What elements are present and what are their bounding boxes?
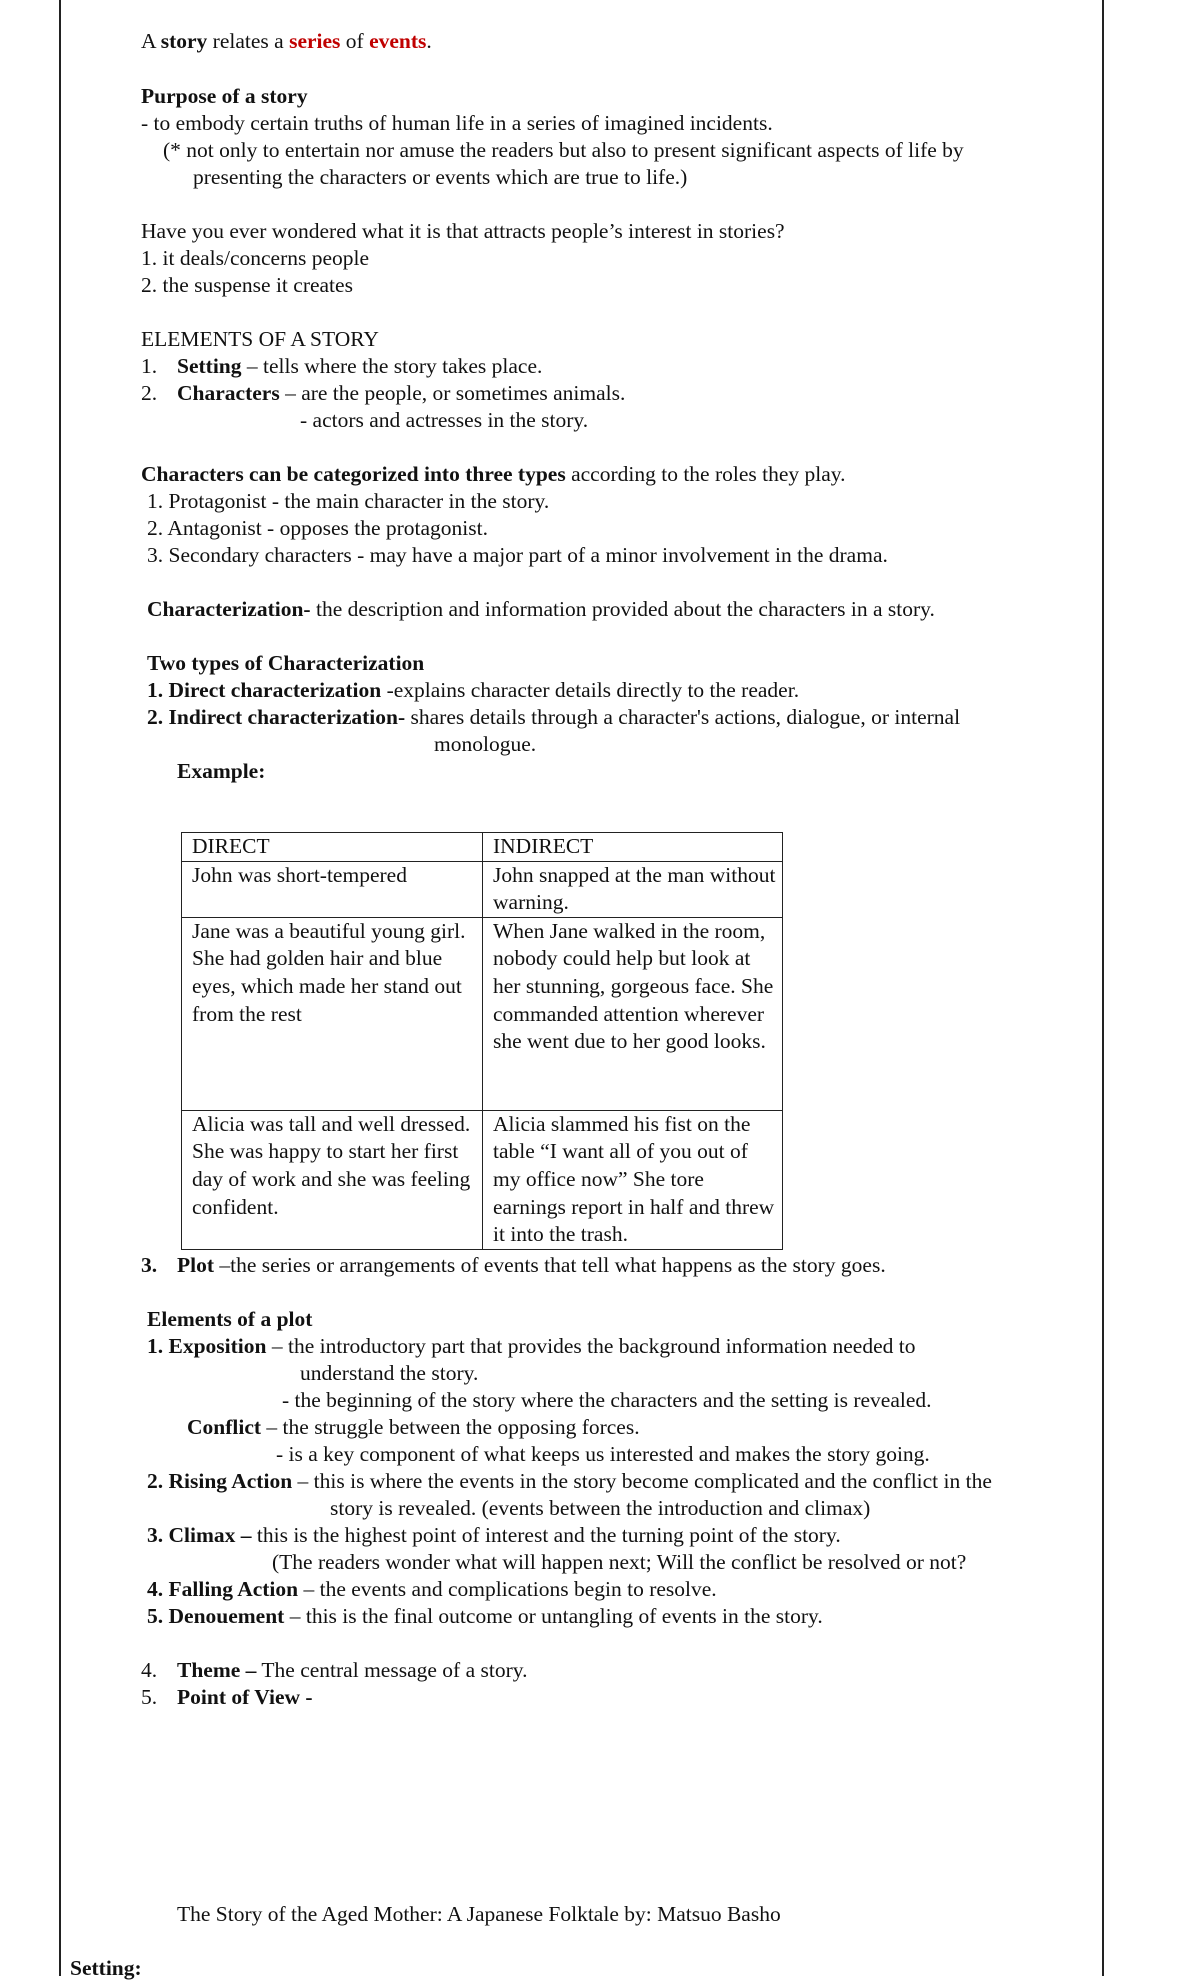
direct-characterization: 1. Direct characterization -explains character details directly to the reader. xyxy=(147,678,800,702)
story-title: The Story of the Aged Mother: A Japanese Folktale by: Matsuo Basho xyxy=(177,1902,781,1926)
purpose-line: - to embody certain truths of human life in a series of imagined incidents. xyxy=(141,111,773,135)
point-of-view: Point of View - xyxy=(177,1685,313,1709)
rising-action: 2. Rising Action – this is where the events in the story become complicated and the conflict in the xyxy=(147,1469,992,1493)
table-cell-indirect: When Jane walked in the room, nobody could help but look at her stunning, gorgeous face. She commanded attention wherever she went due to her good looks. xyxy=(483,917,783,1110)
element-setting: Setting – tells where the story takes place. xyxy=(177,354,543,378)
indirect-characterization-cont: monologue. xyxy=(434,732,537,756)
climax: 3. Climax – this is the highest point of interest and the turning point of the story. xyxy=(147,1523,841,1547)
rising-action-cont: story is revealed. (events between the introduction and climax) xyxy=(330,1496,871,1520)
character-types-lead: Characters can be categorized into three types according to the roles they play. xyxy=(141,462,846,486)
character-type-item: 3. Secondary characters - may have a major part of a minor involvement in the drama. xyxy=(147,543,888,567)
setting-label: Setting: xyxy=(70,1956,142,1980)
interest-question: Have you ever wondered what it is that attracts people’s interest in stories? xyxy=(141,219,785,243)
interest-item: 1. it deals/concerns people xyxy=(141,246,370,270)
pov-num: 5. xyxy=(141,1685,158,1709)
table-row xyxy=(182,861,783,917)
example-table xyxy=(181,832,783,1250)
character-type-item: 1. Protagonist - the main character in the story. xyxy=(147,489,550,513)
denouement: 5. Denouement – this is the final outcome or untangling of events in the story. xyxy=(147,1604,823,1628)
theme-num: 4. xyxy=(141,1658,158,1682)
table-cell-direct: Alicia was tall and well dressed. She was happy to start her first day of work and she was feeling confident. xyxy=(182,1110,483,1249)
conflict-cont: - is a key component of what keeps us interested and makes the story going. xyxy=(276,1442,930,1466)
falling-action: 4. Falling Action – the events and complications begin to resolve. xyxy=(147,1577,717,1601)
table-cell-direct: John was short-tempered xyxy=(182,861,483,917)
plot-num: 3. xyxy=(141,1253,158,1277)
table-header-indirect: INDIRECT xyxy=(483,833,783,862)
exposition-cont: - the beginning of the story where the characters and the setting is revealed. xyxy=(282,1388,932,1412)
page-border-right xyxy=(1102,0,1104,1976)
element-setting-num: 1. xyxy=(141,354,158,378)
table-cell-indirect: John snapped at the man without warning. xyxy=(483,861,783,917)
purpose-note: (* not only to entertain nor amuse the readers but also to present significant aspects of life by xyxy=(163,138,964,162)
table-row xyxy=(182,917,783,1110)
two-types-heading: Two types of Characterization xyxy=(147,651,425,675)
conflict: Conflict – the struggle between the opposing forces. xyxy=(187,1415,640,1439)
characterization-definition: Characterization- the description and information provided about the characters in a story. xyxy=(147,597,935,621)
element-characters: Characters – are the people, or sometimes animals. xyxy=(177,381,626,405)
element-characters-cont: - actors and actresses in the story. xyxy=(300,408,589,432)
purpose-note-cont: presenting the characters or events which are true to life.) xyxy=(193,165,688,189)
interest-item: 2. the suspense it creates xyxy=(141,273,353,297)
table-row xyxy=(182,1110,783,1249)
page-border-left xyxy=(59,0,61,1976)
example-label: Example: xyxy=(177,759,266,783)
theme: Theme – The central message of a story. xyxy=(177,1658,528,1682)
indirect-characterization: 2. Indirect characterization- shares details through a character's actions, dialogue, or internal xyxy=(147,705,961,729)
table-cell-indirect: Alicia slammed his fist on the table “I want all of you out of my office now” She tore earnings report in half and threw it into the trash. xyxy=(483,1110,783,1249)
table-header-direct: DIRECT xyxy=(182,833,483,862)
character-type-item: 2. Antagonist - opposes the protagonist. xyxy=(147,516,488,540)
plot-elements-heading: Elements of a plot xyxy=(147,1307,313,1331)
table-header-row xyxy=(182,833,783,862)
plot-definition: Plot –the series or arrangements of events that tell what happens as the story goes. xyxy=(177,1253,886,1277)
element-characters-num: 2. xyxy=(141,381,158,405)
purpose-heading: Purpose of a story xyxy=(141,84,308,108)
exposition-cont: understand the story. xyxy=(300,1361,479,1385)
climax-cont: (The readers wonder what will happen next; Will the conflict be resolved or not? xyxy=(272,1550,967,1574)
table-cell-direct: Jane was a beautiful young girl. She had golden hair and blue eyes, which made her stand out from the rest xyxy=(182,917,483,1110)
elements-heading: ELEMENTS OF A STORY xyxy=(141,327,379,351)
intro-line: A story relates a series of events. xyxy=(141,29,432,53)
exposition: 1. Exposition – the introductory part that provides the background information needed to xyxy=(147,1334,916,1358)
